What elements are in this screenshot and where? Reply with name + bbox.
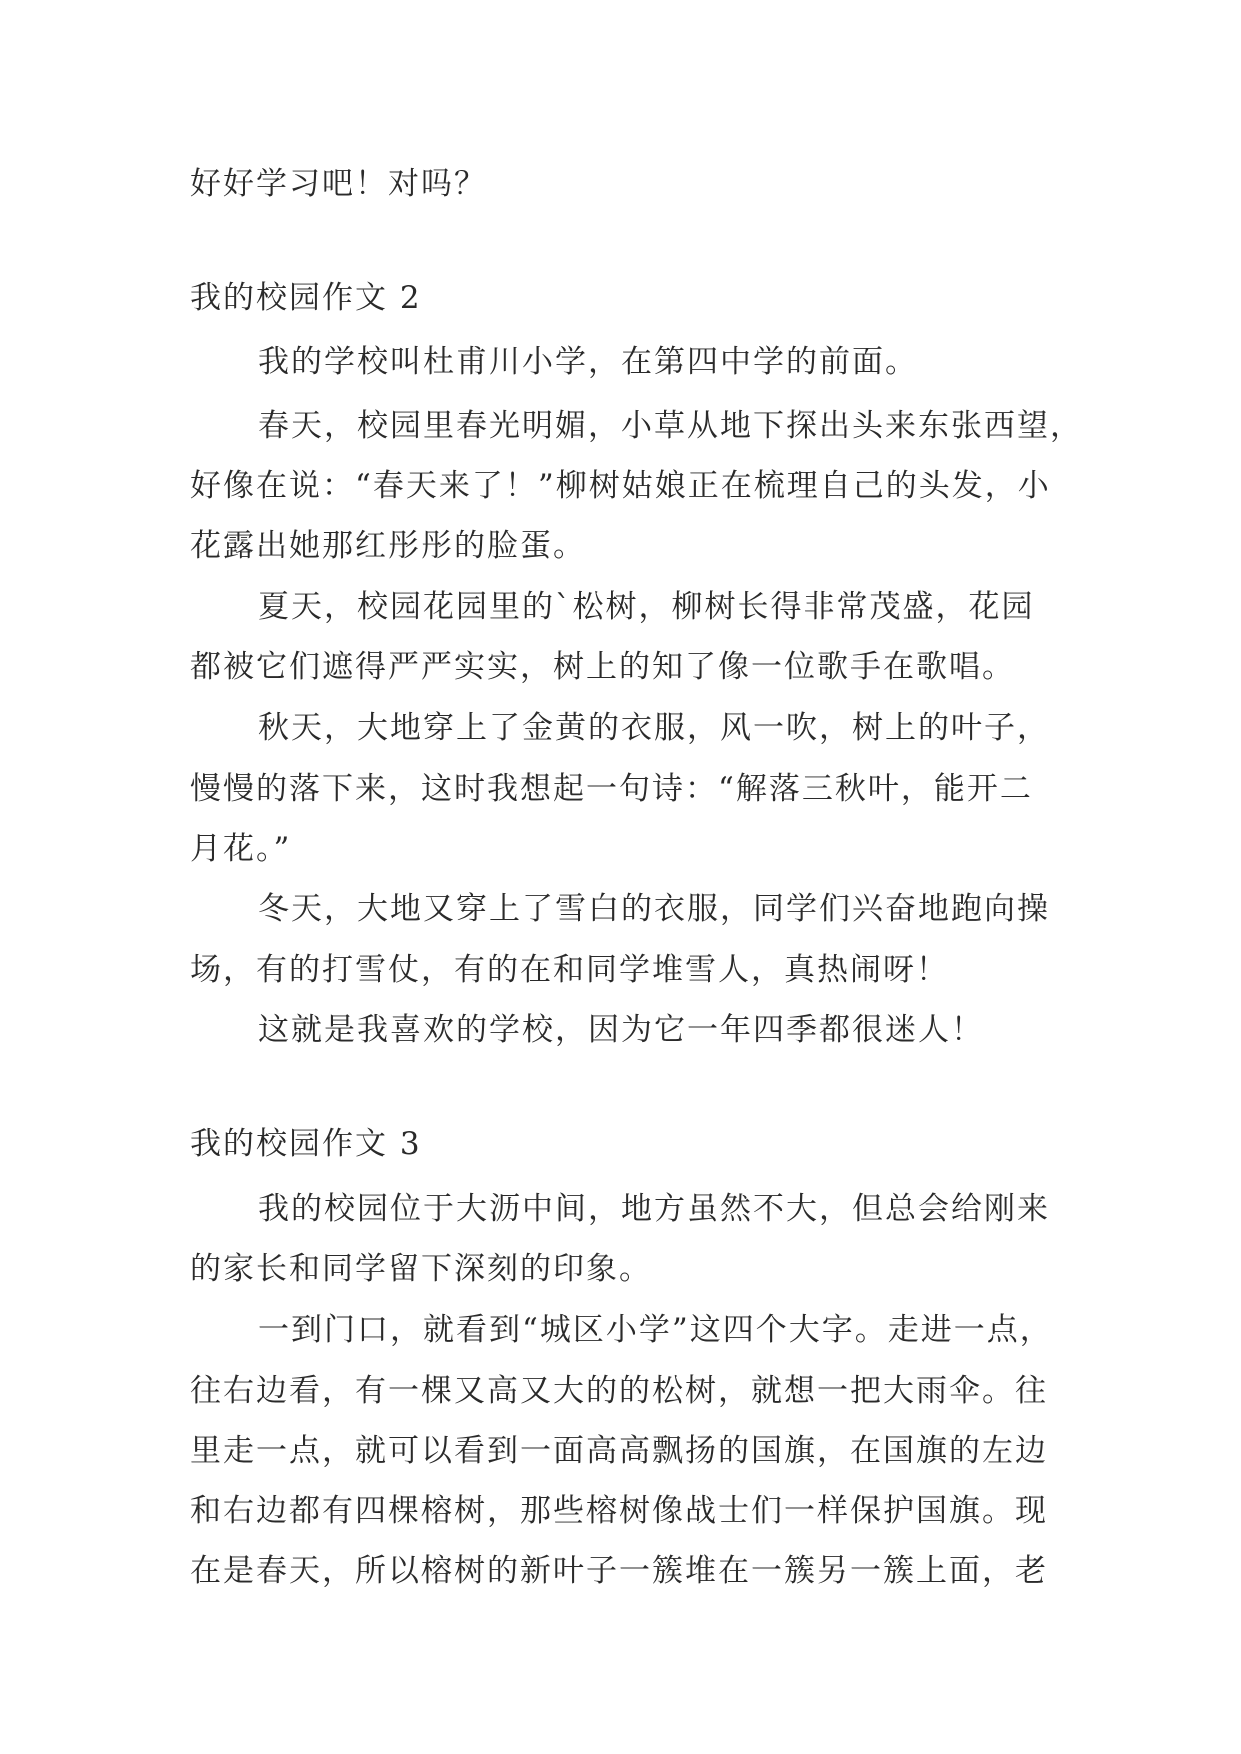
text-line: 慢慢的落下来，这时我想起一句诗：“解落三秋叶，能开二 [190, 771, 1033, 807]
text-line: 都被它们遮得严严实实，树上的知了像一位歌手在歌唱。 [190, 649, 1015, 685]
text-line: 的家长和同学留下深刻的印象。 [190, 1251, 652, 1287]
text-line: 好像在说：“春天来了！”柳树姑娘正在梳理自己的头发，小 [190, 468, 1051, 504]
text-line: 好好学习吧！对吗？ [190, 166, 487, 202]
text-line: 月花。” [190, 831, 292, 867]
text-line: 里走一点，就可以看到一面高高飘扬的国旗，在国旗的左边 [190, 1433, 1048, 1469]
essay-heading: 我的校园作文 2 [190, 280, 422, 316]
text-line: 春天，校园里春光明媚，小草从地下探出头来东张西望， [258, 408, 1083, 444]
text-line: 这就是我喜欢的学校，因为它一年四季都很迷人！ [258, 1012, 984, 1048]
text-line: 和右边都有四棵榕树，那些榕树像战士们一样保护国旗。现 [190, 1493, 1048, 1529]
text-line: 夏天，校园花园里的`松树，柳树长得非常茂盛，花园 [258, 589, 1035, 625]
essay-heading: 我的校园作文 3 [190, 1126, 422, 1162]
text-line: 场，有的打雪仗，有的在和同学堆雪人，真热闹呀！ [190, 952, 949, 988]
text-line: 在是春天，所以榕树的新叶子一簇堆在一簇另一簇上面，老 [190, 1553, 1048, 1589]
text-line: 秋天，大地穿上了金黄的衣服，风一吹，树上的叶子， [258, 710, 1050, 746]
text-line: 我的校园位于大沥中间，地方虽然不大，但总会给刚来 [258, 1191, 1050, 1227]
text-line: 我的学校叫杜甫川小学，在第四中学的前面。 [258, 344, 918, 380]
text-line: 往右边看，有一棵又高又大的的松树，就想一把大雨伞。往 [190, 1373, 1048, 1409]
text-line: 一到门口，就看到“城区小学”这四个大字。走进一点， [258, 1312, 1053, 1348]
text-line: 冬天，大地又穿上了雪白的衣服，同学们兴奋地跑向操 [258, 891, 1050, 927]
text-line: 花露出她那红彤彤的脸蛋。 [190, 528, 586, 564]
